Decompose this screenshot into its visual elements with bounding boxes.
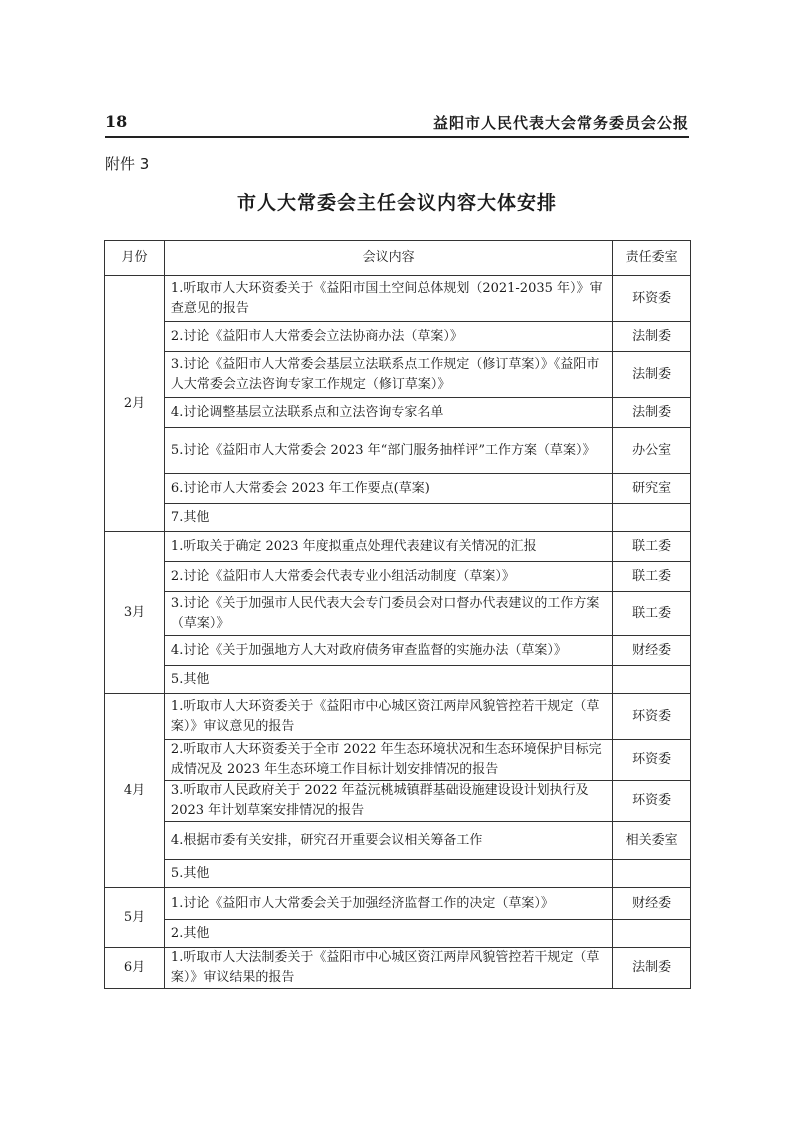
content-cell: 1.听取市人大环资委关于《益阳市中心城区资江两岸风貌管控若干规定（草案）》审议意见的报告 [164, 694, 612, 740]
content-cell: 4.讨论调整基层立法联系点和立法咨询专家名单 [164, 398, 612, 428]
header-month: 月份 [105, 241, 165, 276]
table-row [105, 694, 691, 740]
page-number: 18 [105, 112, 128, 131]
table-row [105, 636, 691, 666]
journal-title: 益阳市人民代表大会常务委员会公报 [432, 114, 689, 132]
attachment-label: 附件 3 [105, 155, 150, 173]
content-cell: 2.讨论《益阳市人大常委会代表专业小组活动制度（草案）》 [164, 562, 612, 592]
responsible-cell: 联工委 [613, 562, 691, 592]
responsible-cell: 联工委 [613, 532, 691, 562]
table-row [105, 781, 691, 822]
table-row [105, 666, 691, 694]
content-cell: 4.讨论《关于加强地方人大对政府债务审查监督的实施办法（草案）》 [164, 636, 612, 666]
content-cell: 5.其他 [164, 666, 612, 694]
responsible-cell: 财经委 [613, 888, 691, 920]
content-cell: 1.听取关于确定 2023 年度拟重点处理代表建议有关情况的汇报 [164, 532, 612, 562]
responsible-cell: 联工委 [613, 592, 691, 636]
table-row [105, 592, 691, 636]
month-cell: 3月 [105, 532, 165, 694]
responsible-cell: 法制委 [613, 352, 691, 398]
page-header [105, 112, 689, 138]
header-rule [105, 136, 689, 138]
content-cell: 1.听取市人大环资委关于《益阳市国土空间总体规划（2021-2035 年）》审查意见的报告 [164, 276, 612, 322]
table-row [105, 740, 691, 781]
table-row [105, 474, 691, 504]
table-row [105, 562, 691, 592]
table-row [105, 532, 691, 562]
table-row [105, 398, 691, 428]
content-cell: 2.讨论《益阳市人大常委会立法协商办法（草案）》 [164, 322, 612, 352]
responsible-cell: 环资委 [613, 781, 691, 822]
table-row [105, 276, 691, 322]
content-cell: 1.听取市人大法制委关于《益阳市中心城区资江两岸风貌管控若干规定（草案）》审议结果的报告 [164, 948, 612, 989]
responsible-cell: 法制委 [613, 322, 691, 352]
month-cell: 2月 [105, 276, 165, 532]
responsible-cell: 相关委室 [613, 822, 691, 860]
content-cell: 3.讨论《关于加强市人民代表大会专门委员会对口督办代表建议的工作方案（草案）》 [164, 592, 612, 636]
table-row [105, 948, 691, 989]
content-cell: 7.其他 [164, 504, 612, 532]
month-cell: 6月 [105, 948, 165, 989]
content-cell: 4.根据市委有关安排，研究召开重要会议相关筹备工作 [164, 822, 612, 860]
responsible-cell: 财经委 [613, 636, 691, 666]
responsible-cell: 研究室 [613, 474, 691, 504]
table-row [105, 822, 691, 860]
content-cell: 3.听取市人民政府关于 2022 年益沅桃城镇群基础设施建设设计划执行及 2023 年计划草案安排情况的报告 [164, 781, 612, 822]
header-responsible: 责任委室 [613, 241, 691, 276]
responsible-cell: 法制委 [613, 398, 691, 428]
table-row [105, 428, 691, 474]
responsible-cell [613, 860, 691, 888]
table-row [105, 322, 691, 352]
responsible-cell [613, 504, 691, 532]
content-cell: 2.听取市人大环资委关于全市 2022 年生态环境状况和生态环境保护目标完成情况及 2023 年生态环境工作目标计划安排情况的报告 [164, 740, 612, 781]
content-cell: 2.其他 [164, 920, 612, 948]
table-body [105, 276, 691, 989]
responsible-cell [613, 920, 691, 948]
table-row [105, 860, 691, 888]
responsible-cell: 环资委 [613, 694, 691, 740]
table-row [105, 352, 691, 398]
table-header-row [105, 241, 691, 276]
content-cell: 3.讨论《益阳市人大常委会基层立法联系点工作规定（修订草案）》《益阳市人大常委会立法咨询专家工作规定（修订草案）》 [164, 352, 612, 398]
responsible-cell: 办公室 [613, 428, 691, 474]
content-cell: 5.其他 [164, 860, 612, 888]
content-cell: 6.讨论市人大常委会 2023 年工作要点(草案) [164, 474, 612, 504]
month-cell: 5月 [105, 888, 165, 948]
responsible-cell: 环资委 [613, 740, 691, 781]
content-cell: 1.讨论《益阳市人大常委会关于加强经济监督工作的决定（草案）》 [164, 888, 612, 920]
header-content: 会议内容 [164, 241, 612, 276]
responsible-cell: 法制委 [613, 948, 691, 989]
content-cell: 5.讨论《益阳市人大常委会 2023 年“部门服务抽样评”工作方案（草案）》 [164, 428, 612, 474]
responsible-cell [613, 666, 691, 694]
responsible-cell: 环资委 [613, 276, 691, 322]
table-row [105, 920, 691, 948]
month-cell: 4月 [105, 694, 165, 888]
table-row [105, 504, 691, 532]
table-row [105, 888, 691, 920]
schedule-table [104, 240, 691, 989]
document-title: 市人大常委会主任会议内容大体安排 [236, 192, 557, 214]
